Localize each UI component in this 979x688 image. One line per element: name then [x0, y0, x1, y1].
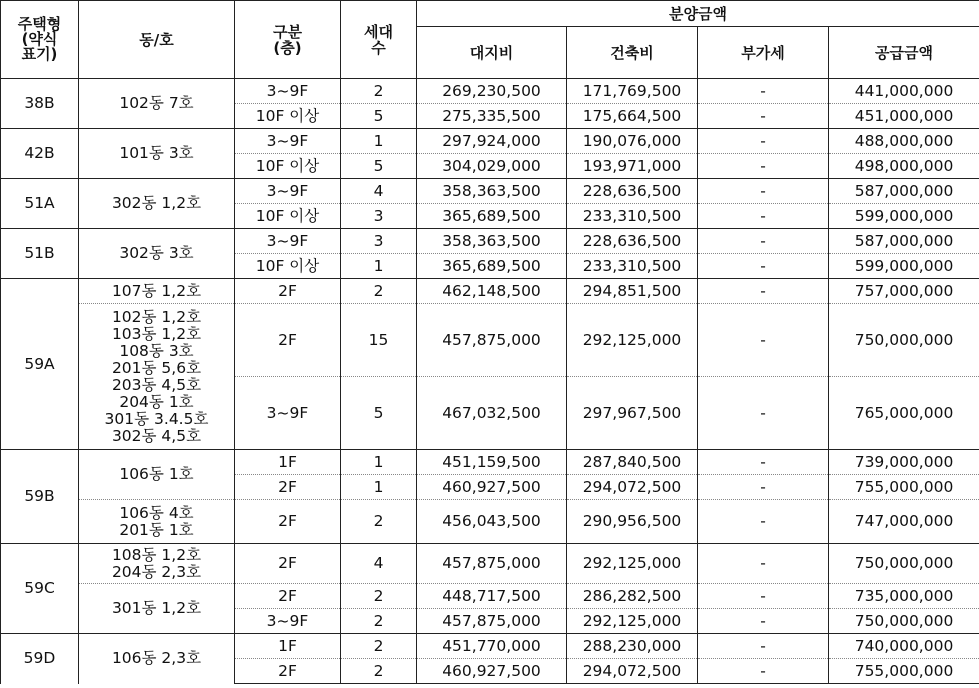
vat-cell: -: [698, 154, 829, 179]
table-row: [1, 544, 979, 584]
type-cell: 59A: [1, 279, 79, 450]
household-count-cell: 2: [341, 609, 417, 634]
vat-cell: -: [698, 634, 829, 659]
header-type-line: (약식: [21, 30, 58, 48]
type-cell: 51A: [1, 179, 79, 229]
table-row: [1, 450, 979, 475]
household-count-cell: 2: [341, 279, 417, 304]
type-cell: 42B: [1, 129, 79, 179]
household-count-cell: 4: [341, 544, 417, 584]
type-cell: 59C: [1, 544, 79, 634]
header-price-group: 분양금액: [417, 1, 979, 27]
supply-price-cell: 735,000,000: [829, 584, 979, 609]
building-price-cell: 228,636,500: [567, 229, 698, 254]
unit-line: 302동 4,5호: [111, 426, 202, 445]
supply-price-cell: 498,000,000: [829, 154, 979, 179]
vat-cell: -: [698, 500, 829, 544]
table-row: [1, 584, 979, 609]
header-households-line: 수: [371, 38, 386, 57]
supply-price-cell: 488,000,000: [829, 129, 979, 154]
floor-cell: 10F 이상: [235, 104, 341, 129]
building-price-cell: 193,971,000: [567, 154, 698, 179]
header-supply-price: 공급금액: [829, 27, 979, 79]
unit-line: 201동 5,6호: [111, 358, 202, 377]
household-count-cell: 1: [341, 450, 417, 475]
header-category-line: (층): [273, 38, 302, 57]
unit-line: 107동 1,2호: [111, 281, 202, 300]
unit-line: 302동 3호: [119, 244, 194, 262]
vat-cell: -: [698, 609, 829, 634]
unit-cell: [79, 544, 235, 584]
household-count-cell: 3: [341, 229, 417, 254]
floor-cell: 3~9F: [235, 79, 341, 104]
floor-cell: 2F: [235, 544, 341, 584]
floor-cell: 2F: [235, 304, 341, 377]
unit-cell: [79, 279, 235, 304]
unit-cell: [79, 79, 235, 129]
building-price-cell: 233,310,500: [567, 204, 698, 229]
header-households-line: 세대: [364, 22, 393, 41]
header-households: [341, 1, 417, 79]
household-count-cell: 5: [341, 154, 417, 179]
unit-line: 103동 1,2호: [111, 324, 202, 343]
header-type: [1, 1, 79, 79]
unit-cell: [79, 584, 235, 634]
household-count-cell: 2: [341, 634, 417, 659]
unit-line: 106동 1호: [119, 465, 194, 483]
floor-cell: 1F: [235, 634, 341, 659]
building-price-cell: 171,769,500: [567, 79, 698, 104]
supply-price-cell: 740,000,000: [829, 634, 979, 659]
vat-cell: -: [698, 79, 829, 104]
land-price-cell: 462,148,500: [417, 279, 567, 304]
household-count-cell: 2: [341, 584, 417, 609]
household-count-cell: 4: [341, 179, 417, 204]
vat-cell: -: [698, 475, 829, 500]
building-price-cell: 294,851,500: [567, 279, 698, 304]
supply-price-cell: 739,000,000: [829, 450, 979, 475]
unit-cell: [79, 179, 235, 229]
land-price-cell: 460,927,500: [417, 659, 567, 684]
unit-line: 106동 4호: [119, 503, 194, 522]
vat-cell: -: [698, 279, 829, 304]
header-vat: 부가세: [698, 27, 829, 79]
table-row: [1, 129, 979, 154]
floor-cell: 3~9F: [235, 609, 341, 634]
land-price-cell: 467,032,500: [417, 377, 567, 450]
building-price-cell: 233,310,500: [567, 254, 698, 279]
floor-cell: 2F: [235, 500, 341, 544]
table-row: [1, 500, 979, 544]
floor-cell: 3~9F: [235, 179, 341, 204]
building-price-cell: 294,072,500: [567, 475, 698, 500]
table-row: [1, 79, 979, 104]
floor-cell: 2F: [235, 584, 341, 609]
household-count-cell: 5: [341, 377, 417, 450]
supply-price-cell: 765,000,000: [829, 377, 979, 450]
land-price-cell: 456,043,500: [417, 500, 567, 544]
vat-cell: -: [698, 229, 829, 254]
table-body: [1, 79, 979, 684]
supply-price-cell: 755,000,000: [829, 659, 979, 684]
header-type-line: 주택형: [17, 15, 62, 33]
table-header: [1, 1, 979, 79]
building-price-cell: 294,072,500: [567, 659, 698, 684]
unit-line: 204동 2,3호: [111, 562, 202, 581]
vat-cell: -: [698, 544, 829, 584]
household-count-cell: 2: [341, 79, 417, 104]
header-type-line: 표기): [21, 45, 58, 63]
unit-cell: [79, 129, 235, 179]
unit-cell: [79, 229, 235, 279]
land-price-cell: 365,689,500: [417, 204, 567, 229]
vat-cell: -: [698, 179, 829, 204]
supply-price-cell: 599,000,000: [829, 204, 979, 229]
household-count-cell: 1: [341, 475, 417, 500]
land-price-cell: 358,363,500: [417, 179, 567, 204]
floor-cell: 3~9F: [235, 129, 341, 154]
header-category-line: 구분: [273, 22, 302, 41]
land-price-cell: 269,230,500: [417, 79, 567, 104]
type-cell: 38B: [1, 79, 79, 129]
supply-price-cell: 587,000,000: [829, 229, 979, 254]
floor-cell: 10F 이상: [235, 254, 341, 279]
floor-cell: 1F: [235, 450, 341, 475]
unit-line: 102동 1,2호: [111, 307, 202, 326]
land-price-cell: 451,159,500: [417, 450, 567, 475]
floor-cell: 3~9F: [235, 229, 341, 254]
supply-price-cell: 750,000,000: [829, 609, 979, 634]
vat-cell: -: [698, 254, 829, 279]
floor-cell: 2F: [235, 475, 341, 500]
unit-line: 101동 3호: [119, 144, 194, 162]
building-price-cell: 287,840,500: [567, 450, 698, 475]
unit-line: 203동 4,5호: [111, 375, 202, 394]
building-price-cell: 190,076,000: [567, 129, 698, 154]
land-price-cell: 275,335,500: [417, 104, 567, 129]
building-price-cell: 297,967,500: [567, 377, 698, 450]
vat-cell: -: [698, 584, 829, 609]
land-price-cell: 457,875,000: [417, 609, 567, 634]
land-price-cell: 365,689,500: [417, 254, 567, 279]
unit-cell: [79, 500, 235, 544]
household-count-cell: 2: [341, 500, 417, 544]
supply-price-cell: 599,000,000: [829, 254, 979, 279]
building-price-cell: 175,664,500: [567, 104, 698, 129]
household-count-cell: 5: [341, 104, 417, 129]
supply-price-cell: 747,000,000: [829, 500, 979, 544]
floor-cell: 10F 이상: [235, 154, 341, 179]
type-cell: 59D: [1, 634, 79, 684]
unit-line: 301동 3.4.5호: [104, 409, 209, 428]
unit-cell: [79, 450, 235, 500]
building-price-cell: 292,125,000: [567, 304, 698, 377]
supply-price-cell: 441,000,000: [829, 79, 979, 104]
building-price-cell: 290,956,500: [567, 500, 698, 544]
land-price-cell: 358,363,500: [417, 229, 567, 254]
floor-cell: 3~9F: [235, 377, 341, 450]
household-count-cell: 1: [341, 254, 417, 279]
type-cell: 59B: [1, 450, 79, 544]
household-count-cell: 15: [341, 304, 417, 377]
land-price-cell: 451,770,000: [417, 634, 567, 659]
header-category: [235, 1, 341, 79]
land-price-cell: 304,029,000: [417, 154, 567, 179]
vat-cell: -: [698, 377, 829, 450]
header-building-unit: 동/호: [79, 1, 235, 79]
unit-line: 201동 1호: [119, 520, 194, 539]
floor-cell: 2F: [235, 659, 341, 684]
header-land-price: 대지비: [417, 27, 567, 79]
building-price-cell: 286,282,500: [567, 584, 698, 609]
unit-line: 301동 1,2호: [111, 599, 202, 617]
unit-cell: [79, 634, 235, 684]
vat-cell: -: [698, 129, 829, 154]
supply-price-cell: 587,000,000: [829, 179, 979, 204]
household-count-cell: 2: [341, 659, 417, 684]
unit-line: 204동 1호: [119, 392, 194, 411]
land-price-cell: 457,875,000: [417, 304, 567, 377]
land-price-cell: 460,927,500: [417, 475, 567, 500]
table-row: [1, 179, 979, 204]
land-price-cell: 457,875,000: [417, 544, 567, 584]
table-row: [1, 304, 979, 377]
supply-price-cell: 755,000,000: [829, 475, 979, 500]
building-price-cell: 228,636,500: [567, 179, 698, 204]
unit-line: 108동 1,2호: [111, 545, 202, 564]
land-price-cell: 448,717,500: [417, 584, 567, 609]
unit-line: 106동 2,3호: [111, 649, 202, 668]
building-price-cell: 292,125,000: [567, 544, 698, 584]
supply-price-cell: 750,000,000: [829, 544, 979, 584]
land-price-cell: 297,924,000: [417, 129, 567, 154]
vat-cell: -: [698, 204, 829, 229]
unit-line: 302동 1,2호: [111, 194, 202, 212]
floor-cell: 2F: [235, 279, 341, 304]
supply-price-cell: 750,000,000: [829, 304, 979, 377]
supply-price-cell: 757,000,000: [829, 279, 979, 304]
type-cell: 51B: [1, 229, 79, 279]
table-row: [1, 279, 979, 304]
floor-cell: 10F 이상: [235, 204, 341, 229]
vat-cell: -: [698, 304, 829, 377]
building-price-cell: 292,125,000: [567, 609, 698, 634]
header-building-price: 건축비: [567, 27, 698, 79]
vat-cell: -: [698, 659, 829, 684]
vat-cell: -: [698, 450, 829, 475]
supply-price-cell: 451,000,000: [829, 104, 979, 129]
household-count-cell: 3: [341, 204, 417, 229]
household-count-cell: 1: [341, 129, 417, 154]
vat-cell: -: [698, 104, 829, 129]
table-row: [1, 634, 979, 659]
unit-cell: [79, 304, 235, 450]
building-price-cell: 288,230,000: [567, 634, 698, 659]
table-row: [1, 229, 979, 254]
unit-line: 102동 7호: [119, 94, 194, 112]
unit-line: 108동 3호: [119, 341, 194, 360]
